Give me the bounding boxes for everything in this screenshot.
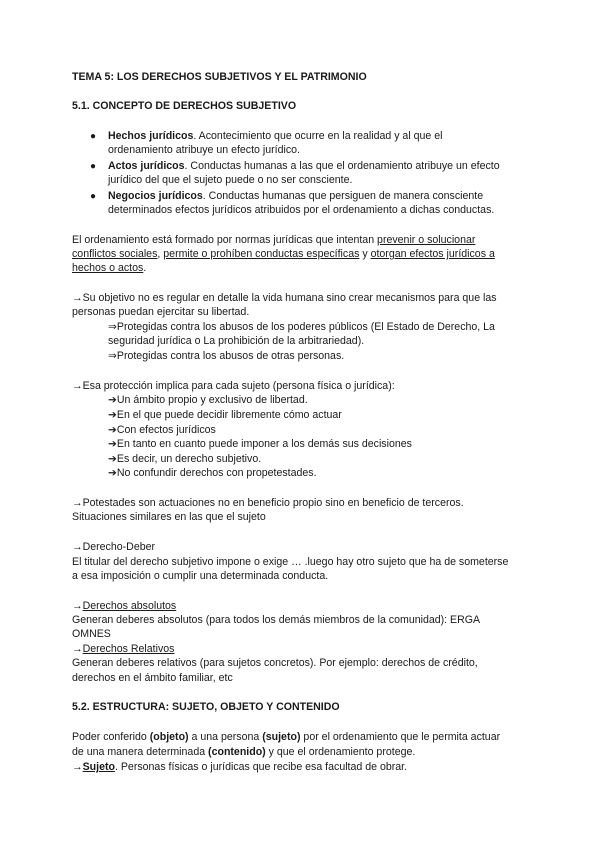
para-derecho-deber-title: →Derecho-Deber: [72, 541, 156, 553]
para-objetivo-sub2: seguridad jurídica o La prohibición de la arbitrariedad).: [108, 335, 365, 347]
list-item: ➔Es decir, un derecho subjetivo.: [108, 453, 262, 465]
bullet-dot: ●: [90, 191, 97, 202]
derechos-relativos-line1: Generan deberes relativos (para sujetos concretos). Por ejemplo: derechos de crédito,: [72, 657, 478, 669]
bullet-hechos-line2: ordenamiento atribuye un efecto jurídico.: [108, 144, 300, 156]
derechos-absolutos-line2: OMNES: [72, 628, 111, 640]
bullet-hechos-line1: Hechos jurídicos. Acontecimiento que ocurre en la realidad y al que el: [108, 130, 443, 142]
derechos-relativos-line2: derechos en el ámbito familiar, etc: [72, 672, 233, 684]
list-item: ➔Un ámbito propio y exclusivo de libertad.: [108, 394, 308, 406]
bullet-negocios-line1: Negocios jurídicos. Conductas humanas que persiguen de manera consciente: [108, 190, 484, 202]
bullet-dot: ●: [90, 131, 97, 142]
bullet-negocios-line2: determinados efectos jurídicos atribuidos por el ordenamiento a dichas conductas.: [108, 204, 495, 216]
derechos-absolutos-title: →Derechos absolutos: [72, 600, 177, 612]
derechos-absolutos-line1: Generan deberes absolutos (para todos los demás miembros de la comunidad): ERGA: [72, 614, 481, 626]
list-item: ➔En tanto en cuanto puede imponer a los demás sus decisiones: [108, 438, 412, 450]
document-title: TEMA 5: LOS DERECHOS SUBJETIVOS Y EL PATRIMONIO: [72, 71, 367, 83]
para-ordenamiento-line2: conflictos sociales, permite o prohíben conductas específicas y otorgan efectos jurídicos a: [72, 248, 495, 260]
para-objetivo-sub3: ⇒Protegidas contra los abusos de otras personas.: [108, 350, 345, 362]
bullet-actos-line2: jurídico del que el sujeto puede o no ser consciente.: [108, 174, 353, 186]
para-ordenamiento-line3: hechos o actos.: [72, 262, 147, 274]
list-item: ➔No confundir derechos con propetestades.: [108, 467, 317, 479]
para-objetivo-line2: personas puedan ejercitar su libertad.: [72, 306, 250, 318]
para-objetivo-sub1: ⇒Protegidas contra los abusos de los poderes públicos (El Estado de Derecho, La: [108, 321, 495, 333]
para-sujeto-line: →Sujeto. Personas físicas o jurídicas que recibe esa facultad de obrar.: [72, 761, 408, 773]
list-item: ➔Con efectos jurídicos: [108, 424, 216, 436]
para-proteccion-line1: →Esa protección implica para cada sujeto (persona física o jurídica):: [72, 380, 395, 392]
para-derecho-deber-line2: a esa imposición o cumplir una determinada conducta.: [72, 570, 329, 582]
section-2-heading: 5.2. ESTRUCTURA: SUJETO, OBJETO Y CONTENIDO: [72, 701, 340, 713]
bullet-actos-line1: Actos jurídicos. Conductas humanas a las que el ordenamiento atribuye un efecto: [108, 160, 500, 172]
derechos-relativos-title: →Derechos Relativos: [72, 643, 175, 655]
para-derecho-deber-line1: El titular del derecho subjetivo impone o exige … .luego hay otro sujeto que ha de someterse: [72, 556, 509, 568]
bullet-dot: ●: [90, 161, 97, 172]
para-objetivo-line1: →Su objetivo no es regular en detalle la vida humana sino crear mecanismos para que las: [72, 292, 497, 304]
para-potestades-line1: →Potestades son actuaciones no en beneficio propio sino en beneficio de terceros.: [72, 497, 464, 509]
para-estructura-line1: Poder conferido (objeto) a una persona (sujeto) por el ordenamiento que le permita actuar: [72, 731, 501, 743]
para-ordenamiento-line1: El ordenamiento está formado por normas jurídicas que intentan prevenir o solucionar: [72, 234, 476, 246]
list-item: ➔En el que puede decidir libremente cómo actuar: [108, 409, 342, 421]
para-estructura-line2: de una manera determinada (contenido) y que el ordenamiento protege.: [72, 746, 416, 758]
para-potestades-line2: Situaciones similares en las que el sujeto: [72, 511, 266, 523]
section-1-heading: 5.1. CONCEPTO DE DERECHOS SUBJETIVO: [72, 100, 297, 112]
